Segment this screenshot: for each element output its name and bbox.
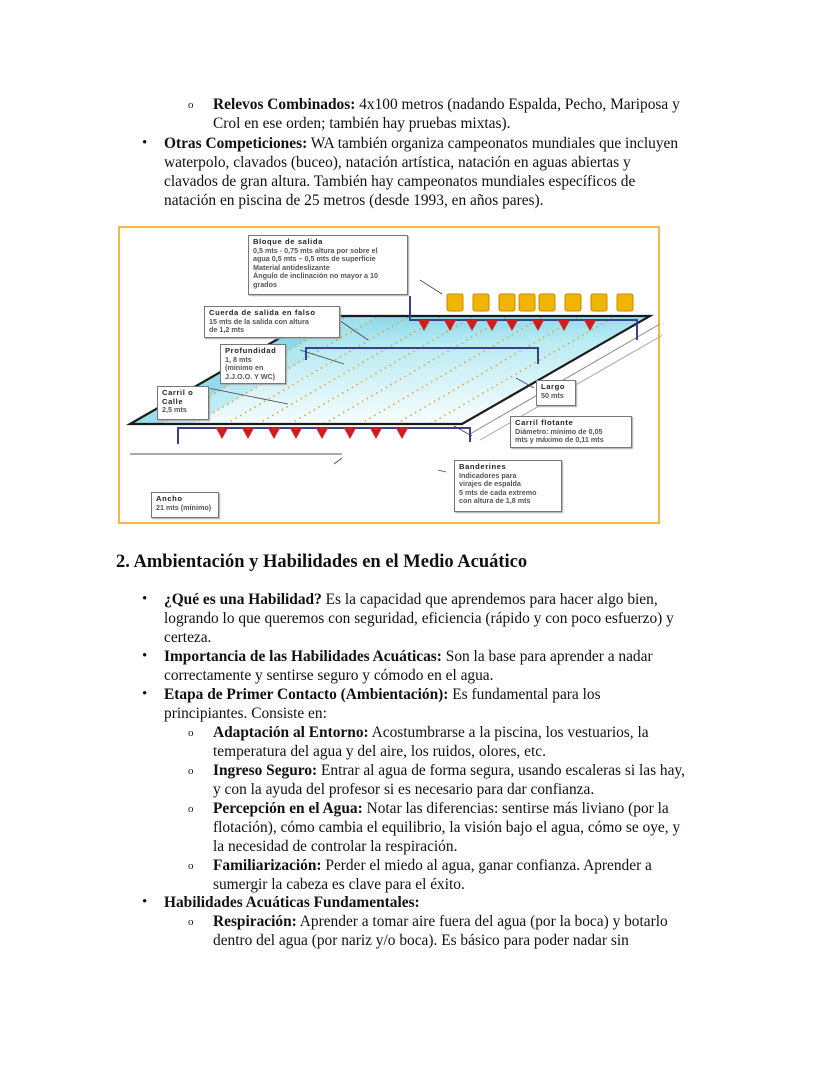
bullet-icon: •: [142, 648, 148, 664]
otras-line-1: Otras Competiciones: WA también organiza campeonatos mundiales que incluyen: [164, 135, 679, 152]
sub-bullet-icon: o: [188, 860, 194, 872]
fundamentales-label: Habilidades Acuáticas Fundamentales:: [164, 894, 420, 911]
pool-diagram: [118, 226, 660, 524]
familiarizacion-line-2: sumergir la cabeza es clave para el éxito.: [213, 876, 465, 893]
habilidad-line-3: certeza.: [164, 629, 212, 646]
sub-bullet-icon: o: [188, 727, 194, 739]
callout-length: Largo 50 mts: [536, 380, 576, 406]
ingreso-line-2: y con la ayuda del profesor si es necesario para dar confianza.: [213, 781, 595, 798]
otras-line-2: waterpolo, clavados (buceo), natación artística, natación en aguas abiertas y: [164, 154, 631, 171]
sub-bullet-icon: o: [188, 99, 194, 111]
familiarizacion-line-1: Familiarización: Perder el miedo al agua, ganar confianza. Aprender a: [213, 857, 652, 874]
adaptacion-line-2: temperatura del agua y del aire, los ruidos, olores, etc.: [213, 743, 546, 760]
bullet-icon: •: [142, 135, 148, 151]
callout-width: Ancho 21 mts (mínimo): [151, 492, 219, 518]
etapa-line-2: principiantes. Consiste en:: [164, 705, 327, 722]
habilidad-line-1: ¿Qué es una Habilidad? Es la capacidad que aprendemos para hacer algo bien,: [164, 591, 658, 608]
habilidad-line-2: logrando lo que queremos con seguridad, eficiencia (rápido y con poco esfuerzo) y: [164, 610, 674, 627]
sub-bullet-icon: o: [188, 803, 194, 815]
sub-bullet-icon: o: [188, 765, 194, 777]
respiracion-line-1: Respiración: Aprender a tomar aire fuera del agua (por la boca) y botarlo: [213, 913, 668, 930]
sub-bullet-icon: o: [188, 916, 194, 928]
etapa-line-1: Etapa de Primer Contacto (Ambientación): Es fundamental para los: [164, 686, 601, 703]
starting-blocks: [447, 294, 633, 311]
importancia-line-1: Importancia de las Habilidades Acuáticas: Son la base para aprender a nadar: [164, 648, 653, 665]
bullet-icon: •: [142, 894, 148, 910]
relevos-label: Relevos Combinados:: [213, 96, 356, 113]
percepcion-line-3: la necesidad de controlar la respiración.: [213, 838, 458, 855]
callout-depth: Profundidad 1, 8 mts (mínimo en J.J.O.O. Y WC): [220, 344, 286, 384]
otras-label: Otras Competiciones:: [164, 135, 308, 152]
adaptacion-line-1: Adaptación al Entorno: Acostumbrarse a la piscina, los vestuarios, la: [213, 724, 649, 741]
callout-lane-rope: Carril flotante Diámetro: mínimo de 0,05 mts y máximo de 0,11 mts: [510, 416, 632, 448]
callout-starting-block: Bloque de salida 0,5 mts - 0,75 mts altura por sobre el agua 0,5 mts – 0,5 mts de superficie Material antideslizante Ángulo de inclinación no mayor a 10 grados: [248, 235, 408, 295]
callout-false-start-rope: Cuerda de salida en falso 15 mts de la salida con altura de 1,2 mts: [204, 306, 340, 338]
importancia-line-2: correctamente y sentirse seguro y cómodo en el agua.: [164, 667, 494, 684]
otras-line-3: clavados de gran altura. También hay campeonatos mundiales específicos de: [164, 173, 636, 190]
relevos-line-2: Crol en ese orden; también hay pruebas mixtas).: [213, 115, 511, 132]
respiracion-line-2: dentro del agua (por nariz y/o boca). Es básico para poder nadar sin: [213, 932, 629, 949]
percepcion-line-1: Percepción en el Agua: Notar las diferencias: sentirse más liviano (por la: [213, 800, 669, 817]
section-heading: 2. Ambientación y Habilidades en el Medio Acuático: [116, 552, 528, 572]
relevos-line-1: Relevos Combinados: 4x100 metros (nadando Espalda, Pecho, Mariposa y: [213, 96, 680, 113]
callout-backstroke-flags: Banderines Indicadores para virajes de espalda 5 mts de cada extremo con altura de 1,8 mts: [454, 460, 562, 512]
bullet-icon: •: [142, 686, 148, 702]
ingreso-line-1: Ingreso Seguro: Entrar al agua de forma segura, usando escaleras si las hay,: [213, 762, 685, 779]
callout-lane: Carril o Calle 2,5 mts: [157, 386, 209, 420]
percepcion-line-2: flotación), cómo cambia el equilibrio, la visión bajo el agua, cómo se oye, y: [213, 819, 681, 836]
otras-line-4: natación en piscina de 25 metros (desde 1993, en años pares).: [164, 192, 544, 209]
bullet-icon: •: [142, 591, 148, 607]
